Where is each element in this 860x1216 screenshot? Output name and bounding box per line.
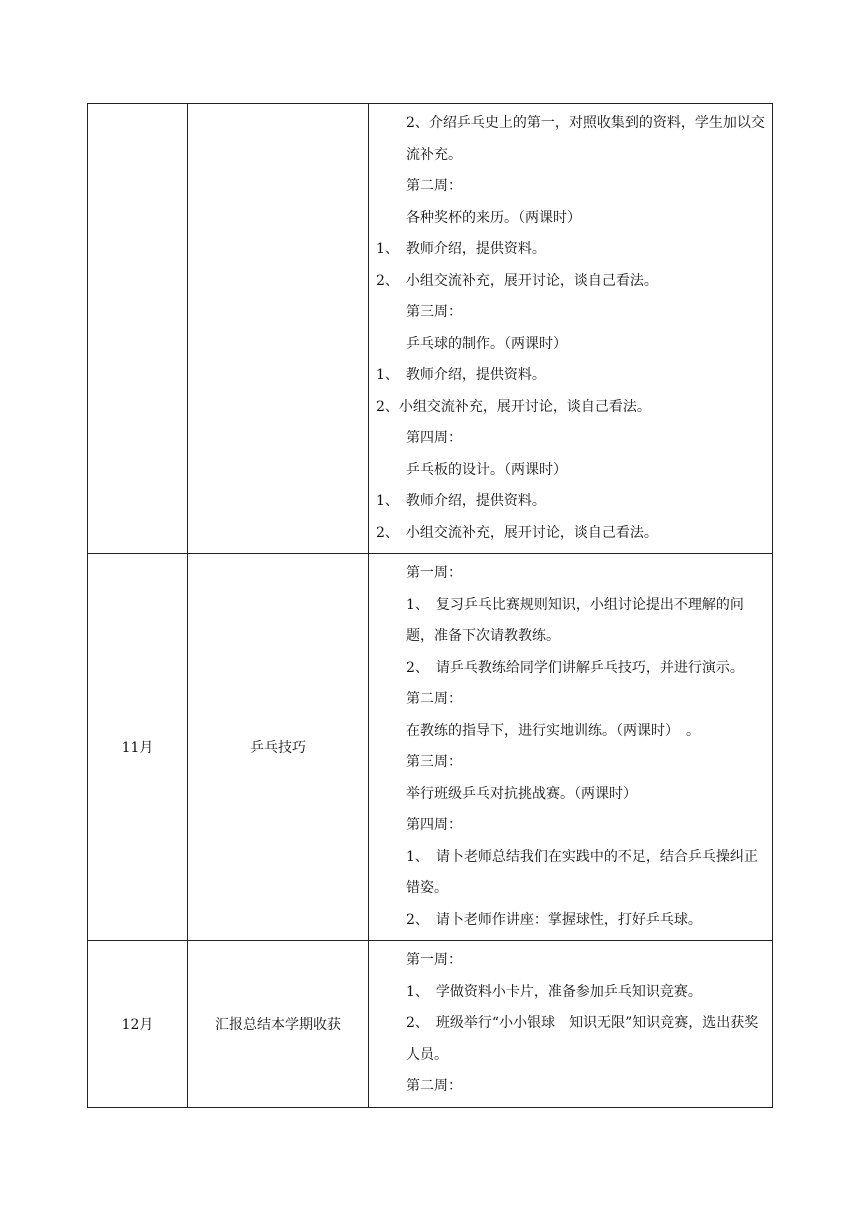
content-line: 乒乓球的制作。（两课时） [406,335,567,352]
content-line: 第二周： [406,691,462,707]
schedule-table [87,103,773,1108]
content-line: 1、 教师介绍，提供资料。 [376,241,546,257]
content-line: 在教练的指导下，进行实地训练。（两课时） 。 [406,722,700,739]
content-line: 第二周： [406,178,462,194]
content-cell [369,941,773,1108]
table-row [88,104,773,554]
content-line: 各种奖杯的来历。（两课时） [406,209,581,226]
table-row [88,941,773,1108]
content-line: 1、 请卜老师总结我们在实践中的不足，结合乒乓操纠正错姿。 [406,848,758,896]
month-cell: 11月 [88,554,188,941]
content-line: 第二周： [406,1078,462,1094]
content-line: 第三周： [406,754,462,770]
content-line: 第四周： [406,817,462,833]
month-cell: 12月 [88,941,188,1108]
content-line: 第一周： [406,565,462,581]
content-line: 举行班级乒乓对抗挑战赛。（两课时） [406,785,637,802]
content-line: 第三周： [406,304,462,320]
topic-cell: 汇报总结本学期收获 [188,941,369,1108]
content-line: 1、 学做资料小卡片，准备参加乒乓知识竞赛。 [406,983,702,1000]
content-cell [369,104,773,554]
content-line: 2、 小组交流补充，展开讨论，谈自己看法。 [376,524,658,541]
table-row [88,554,773,941]
content-line: 第一周： [406,952,462,968]
content-line: 2、 请乒乓教练给同学们讲解乒乓技巧，并进行演示。 [406,659,744,676]
topic-cell: 乒乓技巧 [188,554,369,941]
content-line: 乒乓板的设计。（两课时） [406,461,567,478]
content-line: 2、 小组交流补充，展开讨论，谈自己看法。 [376,272,658,289]
content-cell [369,554,773,941]
content-line: 2、 班级举行“小小银球 知识无限”知识竞赛，选出获奖人员。 [406,1015,759,1063]
content-line: 1、 复习乒乓比赛规则知识，小组讨论提出不理解的问题，准备下次请教教练。 [406,596,744,644]
content-line: 2、 请卜老师作讲座：掌握球性，打好乒乓球。 [406,911,702,928]
content-line: 2、介绍乒乓史上的第一，对照收集到的资料，学生加以交流补充。 [406,115,765,163]
content-line: 1、 教师介绍，提供资料。 [376,367,546,383]
content-line: 第四周： [406,430,462,446]
month-cell [88,104,188,554]
content-line: 1、 教师介绍，提供资料。 [376,493,546,509]
content-line: 2、小组交流补充，展开讨论，谈自己看法。 [376,398,651,415]
topic-cell [188,104,369,554]
